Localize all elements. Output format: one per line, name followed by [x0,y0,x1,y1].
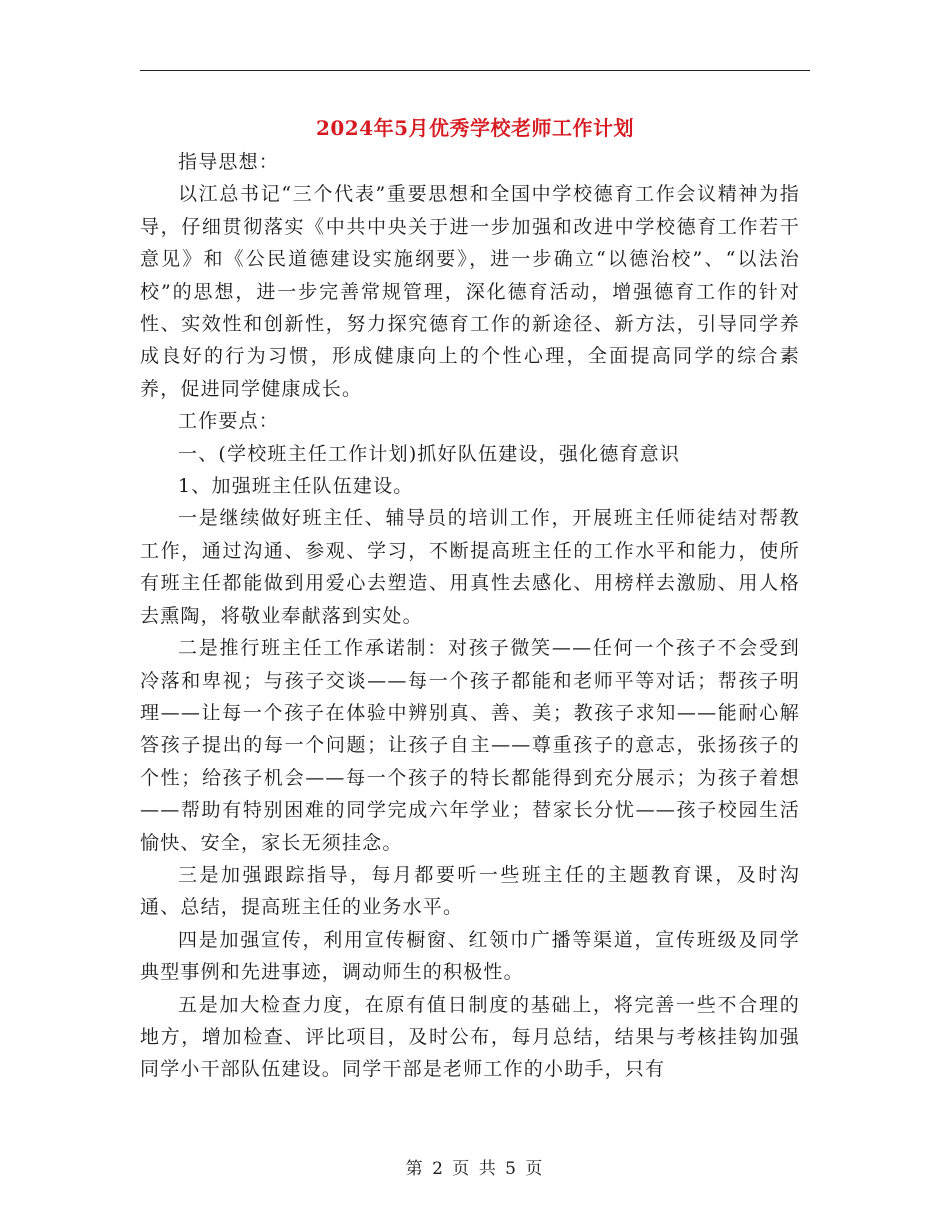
paragraph-item-one: 一是继续做好班主任、辅导员的培训工作，开展班主任师徒结对帮教工作，通过沟通、参观、学习，不断提高班主任的工作水平和能力，使所有班主任都能做到用爱心去塑造、用真性去感化、用榜样去激励、用人格去熏陶，将敬业奉献落到实处。 [140,507,800,627]
paragraph-item-two: 二是推行班主任工作承诺制：对孩子微笑——任何一个孩子不会受到冷落和卑视；与孩子交谈——每一个孩子都能和老师平等对话；帮孩子明理——让每一个孩子在体验中辨别真、善、美；教孩子求知——能耐心解答孩子提出的每一个问题；让孩子自主——尊重孩子的意志，张扬孩子的个性；给孩子机会——每一个孩子的特长都能得到充分展示；为孩子着想——帮助有特别困难的同学完成六年学业；替家长分忧——孩子校园生活愉快、安全，家长无须挂念。 [140,637,800,854]
paragraph-work-points-heading: 工作要点： [178,410,280,433]
paragraph-section-one-heading: 一、(学校班主任工作计划)抓好队伍建设，强化德育意识 [178,442,681,465]
header-rule [140,70,810,71]
paragraph-guiding-heading: 指导思想： [178,151,280,173]
paragraph-guiding-thought: 以江总书记“三个代表”重要思想和全国中学校德育工作会议精神为指导，仔细贯彻落实《中共中央关于进一步加强和改进中学校德育工作若干意见》和《公民道德建设实施纲要》，进一步确立“以德治校”、“以法治校”的思想，进一步完善常规管理，深化德育活动，增强德育工作的针对性、实效性和创新性，努力探究德育工作的新途径、新方法，引导同学养成良好的行为习惯，形成健康向上的个性心理，全面提高同学的综合素养，促进同学健康成长。 [140,183,800,400]
document-body [140,146,800,1086]
document-title: 2024年5月优秀学校老师工作计划 [315,116,635,140]
paragraph-item-five: 五是加大检查力度，在原有值日制度的基础上，将完善一些不合理的地方，增加检查、评比项目，及时公布，每月总结，结果与考核挂钩加强同学小干部队伍建设。同学干部是老师工作的小助手，只有 [140,993,800,1081]
page-number: 第 2 页 共 5 页 [405,1159,545,1179]
paragraph-item-three: 三是加强跟踪指导，每月都要听一些班主任的主题教育课，及时沟通、总结，提高班主任的业务水平。 [140,863,800,919]
paragraph-subsection-heading: 1、加强班主任队伍建设。 [178,475,414,498]
paragraph-item-four: 四是加强宣传，利用宣传橱窗、红领巾广播等渠道，宣传班级及同学典型事例和先进事迹，调动师生的积极性。 [140,928,800,984]
